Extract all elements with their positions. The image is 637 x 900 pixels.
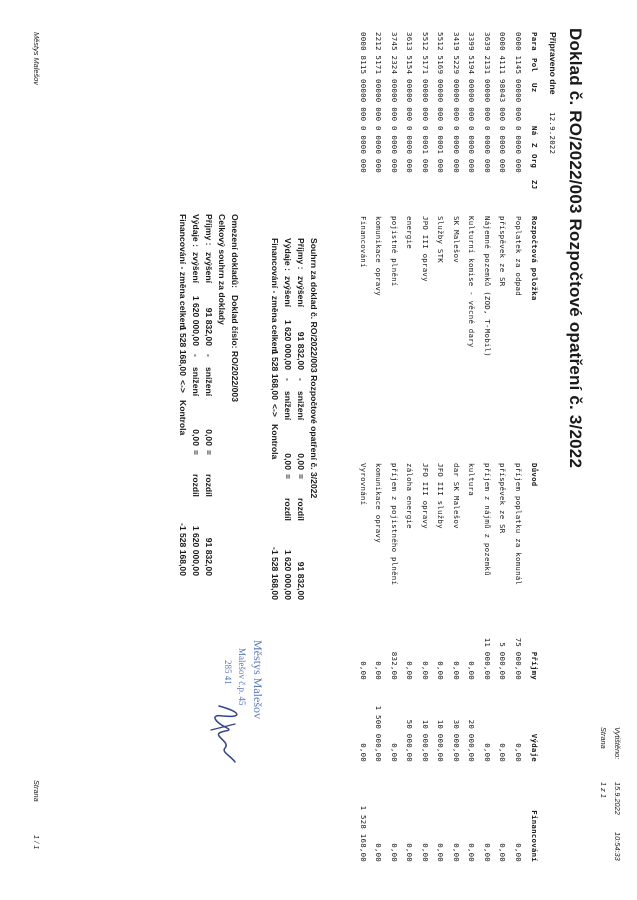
printed-label: Vytištěno: bbox=[613, 727, 622, 760]
cell-income: 11 000,00 bbox=[483, 637, 492, 680]
document-title: Doklad č. RO/2022/003 Rozpočtové opatření č. 3/2022 bbox=[566, 28, 585, 469]
summary-expense-diff: 1 620 000,00 bbox=[283, 549, 293, 600]
total-income-diff: 91 832,00 bbox=[204, 537, 214, 576]
summary-expense-diff-label: rozdíl bbox=[283, 498, 293, 521]
col-z: Z bbox=[530, 143, 539, 148]
cell-expense: 0,00 bbox=[483, 743, 492, 762]
summary-fin-label: Financování - změna celkem bbox=[270, 238, 280, 355]
total-expense-label: Výdaje : bbox=[191, 214, 201, 247]
cell-code: 2212 5171 00000 000 0 0000 000 bbox=[374, 32, 384, 173]
summary-income-label: Příjmy : bbox=[296, 238, 306, 270]
total-fin-check-label: Kontrola bbox=[178, 400, 188, 436]
cell-item: pojistné plnění bbox=[390, 216, 399, 287]
cell-code: 0000 8115 00000 000 0 0000 000 bbox=[359, 32, 368, 173]
cell-code: 3745 2324 00000 000 0 0000 000 bbox=[390, 32, 399, 173]
summary-income-sep: - bbox=[296, 378, 306, 381]
cell-expense: 10 000,00 bbox=[436, 719, 446, 762]
cell-financing: 0,00 bbox=[421, 843, 430, 862]
cell-reason: kultura bbox=[467, 463, 477, 496]
cell-financing: 0,00 bbox=[436, 843, 446, 862]
cell-code: 0000 1145 00000 000 0 0000 000 bbox=[514, 32, 523, 173]
cell-expense: 10 000,00 bbox=[421, 719, 430, 762]
total-expense-incr-label: zvýšení bbox=[191, 252, 201, 284]
header-page-value: 1 z 1 bbox=[599, 782, 608, 799]
total-income-eq: = bbox=[204, 450, 214, 456]
summary-expense-incr-label: zvýšení bbox=[283, 276, 293, 308]
col-org: Org bbox=[530, 154, 539, 169]
cell-code: 3399 5194 00000 000 0 0000 000 bbox=[467, 32, 477, 173]
cell-item: komunikace opravy bbox=[374, 216, 384, 296]
printed-time: 10:54:33 bbox=[613, 832, 622, 861]
total-income-incr-label: zvýšení bbox=[204, 252, 214, 284]
summary-expense-decr-label: snížení bbox=[283, 391, 293, 421]
cell-income: 0,00 bbox=[405, 661, 415, 680]
handwritten-signature bbox=[199, 700, 249, 770]
cell-financing: 0,00 bbox=[390, 843, 399, 862]
cell-reason: dar SK Malešov bbox=[452, 463, 461, 529]
col-pol: Pol bbox=[530, 58, 539, 73]
cell-financing: 0,00 bbox=[405, 843, 415, 862]
total-expense-diff: 1 620 000,00 bbox=[191, 525, 201, 576]
col-na: Ná bbox=[530, 126, 539, 136]
printed-date: 15.9.2022 bbox=[613, 782, 622, 815]
cell-item: Poplatek za odpad bbox=[514, 216, 523, 296]
summary-expense-sep: - bbox=[283, 378, 293, 381]
total-fin-value: 1 528 168,00 bbox=[178, 325, 188, 376]
cell-item: SK Malešov bbox=[452, 216, 461, 263]
stamp-line-2: Malešov č.p. 45 bbox=[237, 648, 247, 706]
cell-expense: 0,00 bbox=[498, 743, 508, 762]
cell-income: 832,00 bbox=[390, 651, 399, 680]
col-zj: ZJ bbox=[530, 180, 539, 190]
cell-financing: 0,00 bbox=[498, 843, 508, 862]
cell-reason: záloha energie bbox=[405, 463, 415, 529]
cell-expense: 1 500 000,00 bbox=[374, 705, 384, 762]
cell-income: 0,00 bbox=[359, 661, 368, 680]
cell-item: Financování bbox=[359, 216, 368, 268]
cell-item: JPO III opravy bbox=[421, 216, 430, 282]
summary-income-decr: 0,00 bbox=[296, 453, 306, 470]
summary-expense-label: Výdaje : bbox=[283, 238, 293, 271]
restriction-value: Doklad číslo: RO/2022/003 bbox=[230, 295, 240, 402]
total-income-diff-label: rozdíl bbox=[204, 474, 214, 497]
cell-financing: 0,00 bbox=[467, 843, 477, 862]
cell-code: 3613 5154 00000 000 0 0000 000 bbox=[405, 32, 415, 173]
total-expense-incr: 1 620 000,00 bbox=[191, 295, 201, 346]
total-summary-heading: Celkový souhrn za doklady bbox=[217, 214, 227, 325]
cell-reason: komunikace opravy bbox=[374, 463, 384, 543]
cell-reason: JFO III opravy bbox=[421, 463, 430, 529]
cell-income: 0,00 bbox=[467, 661, 477, 680]
summary-income-diff-label: rozdíl bbox=[296, 498, 306, 521]
cell-code: 5512 5171 00000 000 0 0001 000 bbox=[421, 32, 430, 173]
col-income: Příjmy bbox=[530, 651, 539, 680]
summary-fin-arrow: <-> bbox=[270, 404, 280, 417]
summary-heading: Souhrn za doklad č. RO/2022/003 Rozpočtové opatření č. 3/2022 bbox=[309, 238, 319, 499]
cell-expense: 20 000,00 bbox=[467, 719, 477, 762]
cell-item: Kulturní komise - věcné dary bbox=[467, 216, 477, 348]
total-expense-diff-label: rozdíl bbox=[191, 474, 201, 497]
cell-financing: 0,00 bbox=[483, 843, 492, 862]
summary-expense-incr: 1 620 000,00 bbox=[283, 319, 293, 370]
total-fin-arrow: <-> bbox=[178, 380, 188, 393]
col-expense: Výdaje bbox=[530, 733, 539, 762]
cell-income: 75 000,00 bbox=[514, 637, 523, 680]
cell-item: energie bbox=[405, 216, 415, 249]
cell-income: 0,00 bbox=[374, 661, 384, 680]
col-para: Para bbox=[530, 32, 539, 51]
cell-financing: 1 528 168,00 bbox=[359, 805, 368, 862]
cell-item: Služby STK bbox=[436, 216, 446, 263]
summary-income-decr-label: snížení bbox=[296, 391, 306, 421]
cell-financing: 0,00 bbox=[514, 843, 523, 862]
prepared-label: Připraveno dne bbox=[548, 32, 558, 95]
cell-income: 0,00 bbox=[452, 661, 461, 680]
cell-expense: 0,00 bbox=[359, 743, 368, 762]
summary-expense-eq: = bbox=[283, 474, 293, 480]
summary-expense-decr: 0,00 bbox=[283, 453, 293, 470]
cell-expense: 0,00 bbox=[514, 743, 523, 762]
total-expense-eq: = bbox=[191, 450, 201, 456]
total-expense-decr-label: snížení bbox=[191, 367, 201, 397]
total-income-incr: 91 832,00 bbox=[204, 307, 214, 346]
cell-income: 5 000,00 bbox=[498, 642, 508, 680]
total-income-sep: - bbox=[204, 354, 214, 357]
total-expense-sep: - bbox=[191, 354, 201, 357]
cell-code: 3419 5229 00000 000 0 0000 000 bbox=[452, 32, 461, 173]
summary-income-incr-label: zvýšení bbox=[296, 276, 306, 308]
cell-reason: příspěvek ze SR bbox=[498, 463, 508, 534]
cell-reason: Vyrovnání bbox=[359, 463, 368, 506]
total-income-label: Příjmy : bbox=[204, 214, 214, 246]
prepared-date: 12.9.2022 bbox=[548, 112, 557, 155]
header-page-label: Strana bbox=[599, 727, 608, 749]
cell-reason: příjem poplatku za komunál bbox=[514, 463, 523, 586]
total-fin-label: Financování - změna celkem bbox=[178, 214, 188, 331]
restriction-label: Omezení dokladů: bbox=[230, 214, 240, 289]
footer-org-name: Městys Malešov bbox=[32, 32, 41, 85]
cell-reason: příjem z nájmů z pozemků bbox=[483, 463, 492, 576]
col-item: Rozpočtová položka bbox=[530, 216, 539, 301]
total-income-decr-label: snížení bbox=[204, 367, 214, 397]
cell-reason: JFO III služby bbox=[436, 463, 446, 529]
cell-code: 5512 5169 00000 000 0 0001 000 bbox=[436, 32, 446, 173]
col-uz: Uz bbox=[530, 83, 539, 93]
col-reason: Důvod bbox=[530, 463, 539, 487]
summary-fin-check: -1 528 168,00 bbox=[270, 546, 280, 600]
cell-expense: 30 000,00 bbox=[452, 719, 461, 762]
cell-income: 0,00 bbox=[421, 661, 430, 680]
summary-fin-value: 1 528 168,00 bbox=[270, 349, 280, 400]
cell-item: Nájemné pozemků (ZOD, T-Mobil) bbox=[483, 216, 492, 357]
stamp-line-3: 285 41 bbox=[223, 660, 233, 685]
cell-expense: 50 000,00 bbox=[405, 719, 415, 762]
cell-income: 0,00 bbox=[436, 661, 446, 680]
cell-item: příspěvek ze SR bbox=[498, 216, 508, 287]
total-income-decr: 0,00 bbox=[204, 429, 214, 446]
footer-page-label: Strana bbox=[32, 780, 41, 802]
summary-income-incr: 91 832,00 bbox=[296, 331, 306, 370]
cell-financing: 0,00 bbox=[374, 843, 384, 862]
stamp-line-1: Městys Malešov bbox=[251, 640, 265, 719]
cell-code: 0000 4111 98043 000 0 0000 000 bbox=[498, 32, 508, 173]
cell-reason: příjem z pojistného plnění bbox=[390, 463, 399, 586]
summary-income-eq: = bbox=[296, 474, 306, 480]
cell-financing: 0,00 bbox=[452, 843, 461, 862]
cell-code: 3639 2131 00000 000 0 0000 000 bbox=[483, 32, 492, 173]
footer-page-value: 1 / 1 bbox=[32, 835, 41, 850]
total-fin-check: -1 528 168,00 bbox=[178, 522, 188, 576]
col-financing: Financování bbox=[530, 810, 539, 862]
summary-income-diff: 91 832,00 bbox=[296, 561, 306, 600]
total-expense-decr: 0,00 bbox=[191, 429, 201, 446]
cell-expense: 0,00 bbox=[390, 743, 399, 762]
summary-fin-check-label: Kontrola bbox=[270, 424, 280, 460]
